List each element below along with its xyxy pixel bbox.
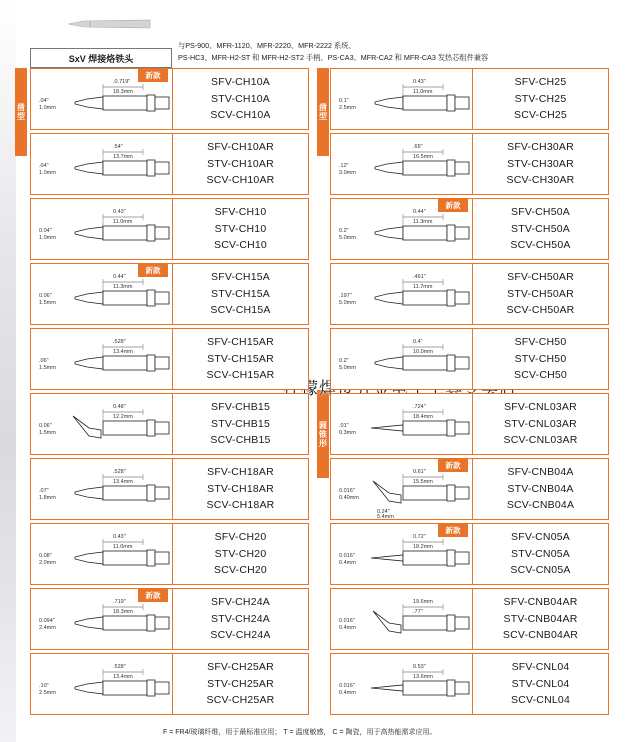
part-number-list [173,654,308,714]
length-inch-label: 0.43" [413,79,426,85]
length-inch-label: 0.53" [413,664,426,670]
tip-card [30,458,309,520]
tip-diagram [331,69,473,129]
part-number: STV-CH18AR [207,482,274,495]
part-number-list [173,524,308,584]
width-mm-label: 1.5mm [39,430,56,436]
new-badge: 新款 [138,264,168,277]
width-inch-label: 0.04" [39,228,52,234]
width-inch-label: .197" [339,293,352,299]
width-inch-label: 0.2" [339,358,349,364]
tip-diagram [31,329,173,389]
side-tab-chisel-left: 凿型 [15,68,27,156]
new-badge: 新款 [438,199,468,212]
part-number: STV-CNB04A [507,482,574,495]
length-mm-label: 13.7mm [113,154,133,160]
tip-card [30,588,309,650]
length-mm-label: 15.5mm [413,479,433,485]
angle-inch-label: 0.24" [377,509,390,515]
part-number: SCV-CNL04 [511,694,570,707]
width-mm-label: 2.5mm [39,690,56,696]
tip-diagram [31,199,173,259]
part-number: SCV-CH15AR [206,369,275,382]
tip-card [330,68,609,130]
tip-diagram [31,394,173,454]
length-inch-label: .528" [113,339,126,345]
new-badge: 新款 [438,524,468,537]
width-inch-label: .06" [39,358,49,364]
width-inch-label: .07" [39,488,49,494]
width-inch-label: 0.016" [339,683,355,689]
tip-card [30,328,309,390]
width-inch-label: .04" [39,163,49,169]
part-number: SCV-CH20 [214,564,267,577]
part-number: SFV-CH50A [511,206,570,219]
part-number: STV-CH25 [514,92,567,105]
length-mm-label: 16.5mm [413,154,433,160]
width-inch-label: 0.2" [339,228,349,234]
part-number: SFV-CH25AR [207,661,274,674]
side-tab-cone: 圆锥形 [317,390,329,478]
part-number: SFV-CH10 [214,206,267,219]
part-number: STV-CNB04AR [503,612,578,625]
part-number: STV-CH50AR [507,287,574,300]
length-inch-label: 0.4" [413,339,423,345]
length-mm-label: 13.4mm [113,674,133,680]
part-number: SCV-CH24A [210,629,271,642]
tip-card [30,198,309,260]
length-mm-label: 12.2mm [113,414,133,420]
tip-card [30,133,309,195]
part-number-list [473,69,608,129]
part-number-list [173,134,308,194]
width-mm-label: 1.5mm [39,365,56,371]
width-mm-label: 0.4mm [339,690,356,696]
tip-drawing [331,134,472,194]
width-inch-label: 0.06" [39,293,52,299]
tip-card [330,653,609,715]
length-mm-label: .77" [413,609,423,615]
width-inch-label: 0.016" [339,618,355,624]
left-page-band [0,0,16,742]
soldering-tip-icon [66,14,152,34]
tip-drawing [31,329,172,389]
width-mm-label: 2.0mm [39,560,56,566]
tip-diagram [31,459,173,519]
width-mm-label: 1.0mm [39,105,56,111]
width-mm-label: 2.4mm [39,625,56,631]
width-inch-label: 0.016" [339,488,355,494]
tip-drawing [331,264,472,324]
tip-diagram [331,654,473,714]
part-number: SFV-CH15A [211,271,270,284]
length-inch-label: .719" [113,599,126,605]
tip-card [30,68,309,130]
tip-card [330,198,609,260]
part-number: SFV-CNL04 [511,661,570,674]
width-mm-label: 0.40mm [339,495,359,501]
part-number: SCV-CN05A [510,564,571,577]
tip-card [330,263,609,325]
tip-drawing [31,199,172,259]
tip-drawing [331,589,472,649]
part-number: STV-CH15AR [207,352,274,365]
part-number: SFV-CH15AR [207,336,274,349]
tip-drawing [31,654,172,714]
width-mm-label: 5.0mm [339,300,356,306]
part-number-list [173,329,308,389]
tip-card [330,393,609,455]
tip-drawing [331,69,472,129]
width-inch-label: .01" [339,423,349,429]
part-number-list [473,524,608,584]
length-mm-label: 11.0mm [113,544,133,550]
tip-diagram [331,134,473,194]
width-inch-label: 0.06" [39,423,52,429]
part-number: SCV-CNB04AR [502,629,579,642]
length-mm-label: 18.3mm [113,609,133,615]
length-mm-label: 13.4mm [113,349,133,355]
part-number: STV-CHB15 [211,417,270,430]
part-number: SFV-CH18AR [207,466,274,479]
part-number: STV-CH10 [214,222,267,235]
side-tab-chisel-right: 凿型 [317,68,329,156]
part-number: SCV-CH30AR [506,174,575,187]
part-number: SFV-CH10AR [207,141,274,154]
length-inch-label: .54" [113,144,123,150]
compat-line: PS-HC3、MFR-H2-ST 和 MFR-H2-ST2 手柄、PS-CA3、MFR-CA2 和 MFR-CA3 发热芯组件兼容 [178,53,489,62]
part-number: SFV-CH50 [514,336,567,349]
length-mm-label: 11.7mm [413,284,433,290]
part-number: SCV-CH50A [510,239,571,252]
length-inch-label: 0.44" [113,274,126,280]
length-inch-label: .0.719" [113,79,131,85]
part-number: SFV-CNB04A [507,466,574,479]
length-inch-label: 0.44" [413,209,426,215]
tip-drawing [331,329,472,389]
tip-card [330,523,609,585]
compat-line: 与PS-900、MFR-1120、MFR-2220、MFR-2222 系统、 [178,41,356,50]
width-inch-label: 0.08" [39,553,52,559]
part-number: SFV-CH20 [214,531,267,544]
part-number-list [473,264,608,324]
width-mm-label: 0.4mm [339,625,356,631]
tip-drawing [31,524,172,584]
part-number-list [173,69,308,129]
width-mm-label: 5.0mm [339,235,356,241]
part-number: STV-CH20 [214,547,267,560]
part-number-list [473,199,608,259]
tip-drawing [31,459,172,519]
length-inch-label: 0.61" [413,469,426,475]
length-mm-label: 11.3mm [413,219,433,225]
part-number: STV-CH50 [514,352,567,365]
new-badge: 新款 [138,69,168,82]
tip-card [330,458,609,520]
part-number-list [473,654,608,714]
tip-drawing [331,394,472,454]
part-number-list [473,459,608,519]
part-number: SCV-CH25 [514,109,567,122]
part-number-list [473,394,608,454]
width-inch-label: .12" [339,163,349,169]
compatibility-note [178,40,488,64]
width-mm-label: 1.0mm [39,235,56,241]
part-number: SCV-CH50AR [506,304,575,317]
new-badge: 新款 [138,589,168,602]
part-number-list [473,589,608,649]
length-inch-label: 0.48" [113,404,126,410]
width-mm-label: 5.0mm [339,365,356,371]
part-number: SFV-CH30AR [507,141,574,154]
length-inch-label: 0.72" [413,534,426,540]
part-number: STV-CNL03AR [504,417,577,430]
length-inch-label: .724" [413,404,426,410]
part-number: SCV-CH10 [214,239,267,252]
part-number: SCV-CH18AR [206,499,275,512]
tip-diagram [331,264,473,324]
length-mm-label: 18.3mm [113,89,133,95]
part-number-list [473,134,608,194]
part-number: STV-CH15A [211,287,270,300]
tip-card [330,133,609,195]
part-number: SCV-CHB15 [210,434,271,447]
angle-mm-label: 5.4mm [377,514,394,519]
part-number: STV-CH50A [511,222,570,235]
tip-drawing [331,654,472,714]
new-badge: 新款 [438,459,468,472]
part-number: STV-CNL04 [511,677,570,690]
part-number: SFV-CHB15 [211,401,270,414]
part-number: SCV-CH25AR [206,694,275,707]
part-number: SCV-CH50 [514,369,567,382]
part-number-list [173,589,308,649]
part-number: SFV-CNL03AR [504,401,577,414]
tip-diagram [331,329,473,389]
part-number: SCV-CH10A [210,109,271,122]
tip-diagram [31,134,173,194]
part-number: SFV-CN05A [511,531,570,544]
part-number: SFV-CH50AR [507,271,574,284]
part-number: SFV-CH25 [514,76,567,89]
length-mm-label: 18.2mm [413,544,433,550]
length-inch-label: 19.6mm [413,599,433,605]
width-inch-label: .04" [39,98,49,104]
header-title: SxV 焊接烙铁头 [68,53,134,64]
part-number: STV-CH30AR [507,157,574,170]
width-inch-label: .10" [39,683,49,689]
width-mm-label: 0.4mm [339,560,356,566]
part-number: STV-CH25AR [207,677,274,690]
width-mm-label: 1.0mm [39,170,56,176]
part-number-list [173,459,308,519]
width-mm-label: 2.5mm [339,105,356,111]
width-inch-label: 0.016" [339,553,355,559]
tip-card [30,523,309,585]
tip-card [30,393,309,455]
tip-card [30,263,309,325]
tip-card [30,653,309,715]
width-mm-label: 0.3mm [339,430,356,436]
length-mm-label: 13.4mm [113,479,133,485]
part-number: SCV-CH10AR [206,174,275,187]
part-number: STV-CH10AR [207,157,274,170]
header-title-box [30,48,172,68]
part-number: STV-CH10A [211,92,270,105]
tip-diagram [31,524,173,584]
footnote: F = FR4/玻璃纤维，用于最标准应用； T = 温度敏感， C = 陶瓷，用于高热能需求应用。 [163,729,437,736]
length-mm-label: 10.0mm [413,349,433,355]
part-number-list [173,264,308,324]
width-inch-label: 0.094" [39,618,55,624]
part-number-list [173,199,308,259]
part-number: SFV-CH10A [211,76,270,89]
part-number: SCV-CNL03AR [503,434,578,447]
tip-drawing [31,134,172,194]
tip-diagram [331,589,473,649]
width-mm-label: 1.8mm [39,495,56,501]
part-number: STV-CN05A [511,547,570,560]
width-mm-label: 3.0mm [339,170,356,176]
part-number-list [173,394,308,454]
length-mm-label: 18.4mm [413,414,433,420]
part-number: SCV-CH15A [210,304,271,317]
tip-drawing [31,394,172,454]
tip-diagram [331,394,473,454]
part-number: SCV-CNB04A [506,499,575,512]
width-inch-label: 0.1" [339,98,349,104]
part-number: SFV-CH24A [211,596,270,609]
width-mm-label: 1.5mm [39,300,56,306]
length-inch-label: .528" [113,664,126,670]
length-mm-label: 13.6mm [413,674,433,680]
length-inch-label: .528" [113,469,126,475]
tip-diagram [31,654,173,714]
length-mm-label: 11.0mm [413,89,433,95]
length-mm-label: 11.3mm [113,284,133,290]
tip-card [330,588,609,650]
length-inch-label: .461" [413,274,426,280]
tip-card [330,328,609,390]
part-number: STV-CH24A [211,612,270,625]
length-inch-label: 0.43" [113,534,126,540]
part-number: SFV-CNB04AR [503,596,578,609]
length-inch-label: 0.43" [113,209,126,215]
length-mm-label: 11.0mm [113,219,133,225]
part-number-list [473,329,608,389]
length-inch-label: .65" [413,144,423,150]
